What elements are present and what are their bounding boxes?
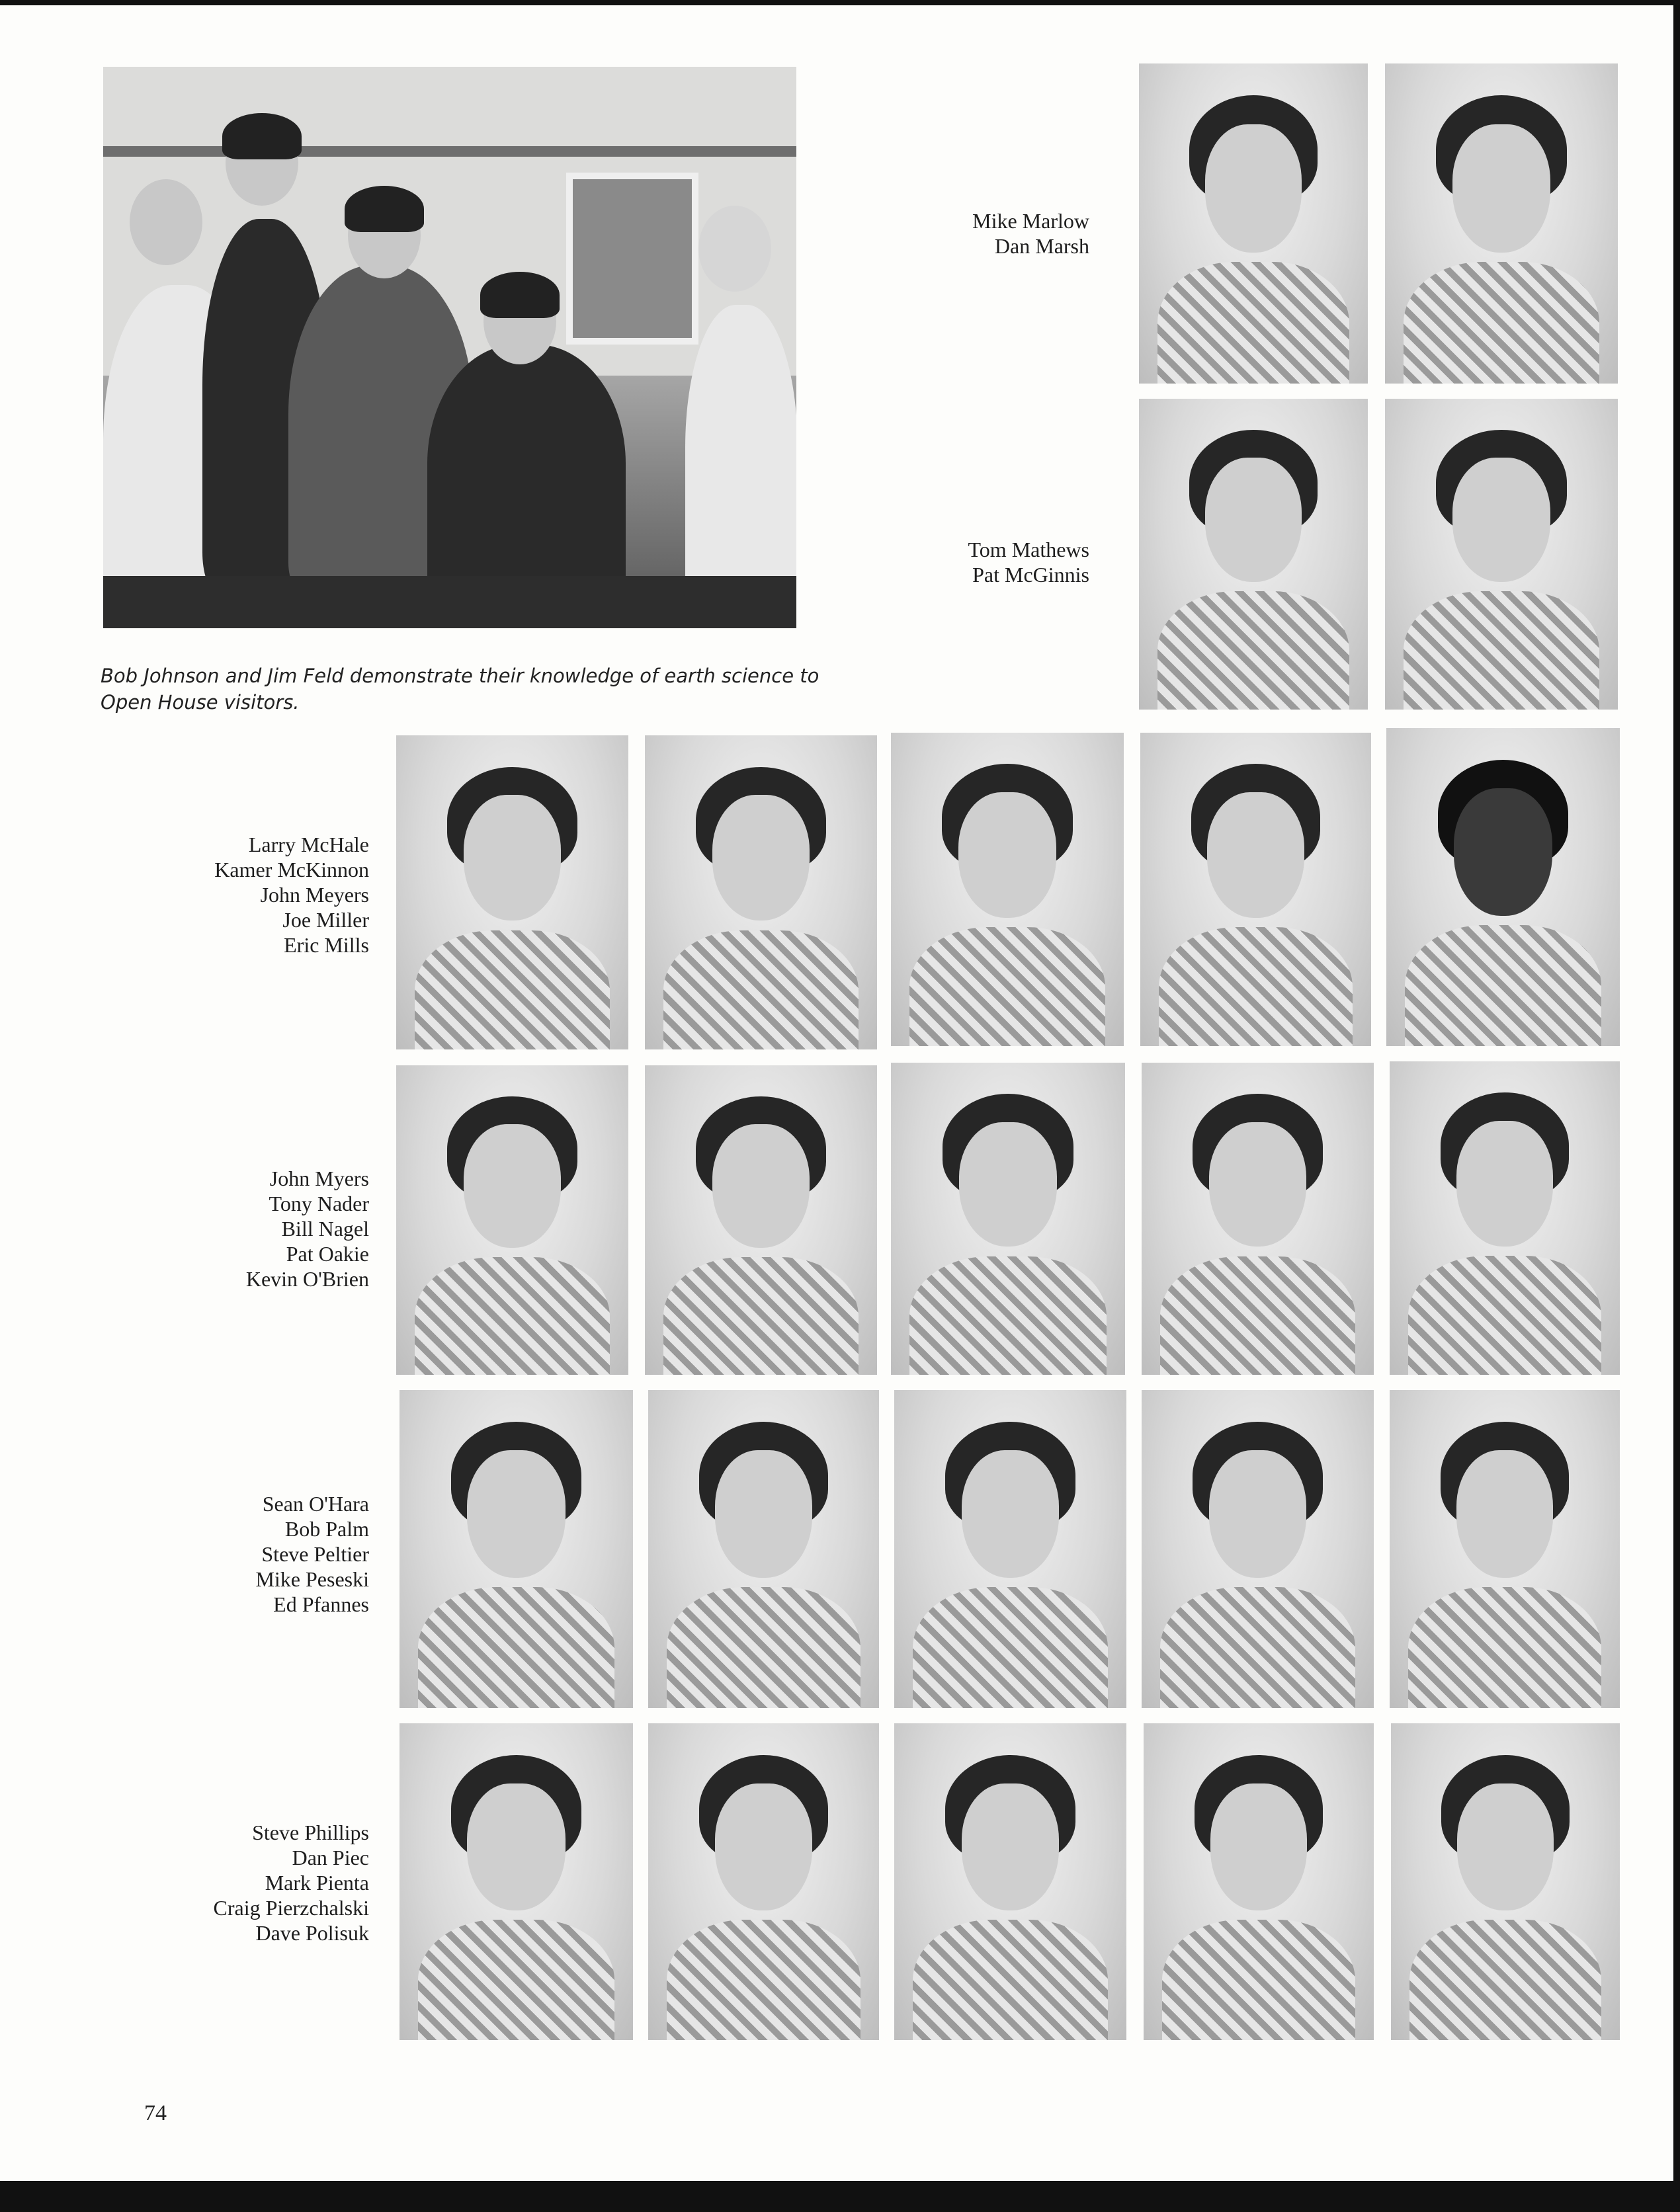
portrait bbox=[1390, 1390, 1620, 1708]
names-row-5 bbox=[255, 1491, 369, 1617]
names-row-6 bbox=[214, 1820, 369, 1946]
portrait bbox=[396, 735, 628, 1049]
portrait bbox=[1142, 1063, 1374, 1375]
student-name: Mike Marlow bbox=[972, 209, 1089, 233]
names-row-4 bbox=[246, 1166, 369, 1291]
student-name: Sean O'Hara bbox=[262, 1492, 369, 1516]
names-row-3 bbox=[214, 832, 369, 958]
scan-border-right bbox=[1673, 0, 1680, 2212]
portrait bbox=[645, 1065, 877, 1375]
portrait bbox=[891, 733, 1124, 1046]
student-jacket-hair bbox=[480, 272, 560, 318]
student-name: Tony Nader bbox=[269, 1192, 369, 1215]
display-table bbox=[103, 576, 796, 628]
wall-poster bbox=[566, 173, 698, 345]
student-name: Dan Marsh bbox=[994, 234, 1089, 258]
chalk-rail bbox=[103, 146, 796, 157]
portrait bbox=[1385, 399, 1618, 710]
portrait bbox=[1391, 1723, 1620, 2040]
person-right bbox=[685, 305, 796, 622]
student-name: John Meyers bbox=[260, 883, 369, 907]
student-name: Joe Miller bbox=[282, 908, 369, 932]
page-number: 74 bbox=[144, 2101, 167, 2125]
person-left-head bbox=[130, 179, 202, 265]
portrait bbox=[648, 1390, 879, 1708]
student-name: Steve Phillips bbox=[252, 1821, 369, 1844]
student-name: Steve Peltier bbox=[261, 1542, 369, 1566]
portrait bbox=[1139, 63, 1368, 384]
student-name: Ed Pfannes bbox=[273, 1592, 369, 1616]
student-name: Bill Nagel bbox=[281, 1217, 369, 1241]
portrait bbox=[1385, 63, 1618, 384]
student-name: Eric Mills bbox=[284, 933, 369, 957]
portrait bbox=[894, 1390, 1126, 1708]
portrait bbox=[1390, 1061, 1620, 1375]
student-jacket bbox=[427, 345, 626, 609]
names-row-1 bbox=[972, 208, 1089, 259]
portrait bbox=[1140, 733, 1371, 1046]
student-name: John Myers bbox=[269, 1167, 369, 1190]
student-name: Kamer McKinnon bbox=[214, 858, 369, 881]
scan-border-bottom bbox=[0, 2181, 1680, 2212]
student-name: Mike Peseski bbox=[255, 1567, 369, 1591]
group-photo bbox=[103, 67, 796, 628]
portrait bbox=[396, 1065, 628, 1375]
portrait bbox=[891, 1063, 1125, 1375]
portrait bbox=[399, 1723, 633, 2040]
photo-caption: Bob Johnson and Jim Feld demonstrate their knowledge of earth science to Open House visitors. bbox=[101, 665, 819, 714]
student-name: Mark Pienta bbox=[265, 1871, 369, 1895]
student-name: Dan Piec bbox=[292, 1846, 369, 1869]
scan-border-top bbox=[0, 0, 1680, 5]
portrait bbox=[645, 735, 877, 1049]
teacher-hair bbox=[345, 186, 424, 232]
portrait bbox=[894, 1723, 1126, 2040]
student-name: Kevin O'Brien bbox=[245, 1267, 369, 1291]
portrait bbox=[399, 1390, 633, 1708]
student-name: Bob Palm bbox=[284, 1517, 369, 1541]
student-name: Pat McGinnis bbox=[972, 563, 1089, 587]
names-row-2 bbox=[968, 537, 1089, 587]
portrait bbox=[648, 1723, 879, 2040]
person-back-hair bbox=[222, 113, 302, 159]
person-right-head bbox=[698, 206, 771, 292]
portrait bbox=[1144, 1723, 1374, 2040]
student-name: Pat Oakie bbox=[286, 1242, 369, 1266]
student-name: Larry McHale bbox=[248, 833, 369, 856]
student-name: Dave Polisuk bbox=[255, 1921, 369, 1945]
portrait bbox=[1386, 728, 1620, 1046]
portrait bbox=[1142, 1390, 1374, 1708]
student-name: Craig Pierzchalski bbox=[213, 1896, 369, 1920]
portrait bbox=[1139, 399, 1368, 710]
student-name: Tom Mathews bbox=[968, 538, 1089, 561]
